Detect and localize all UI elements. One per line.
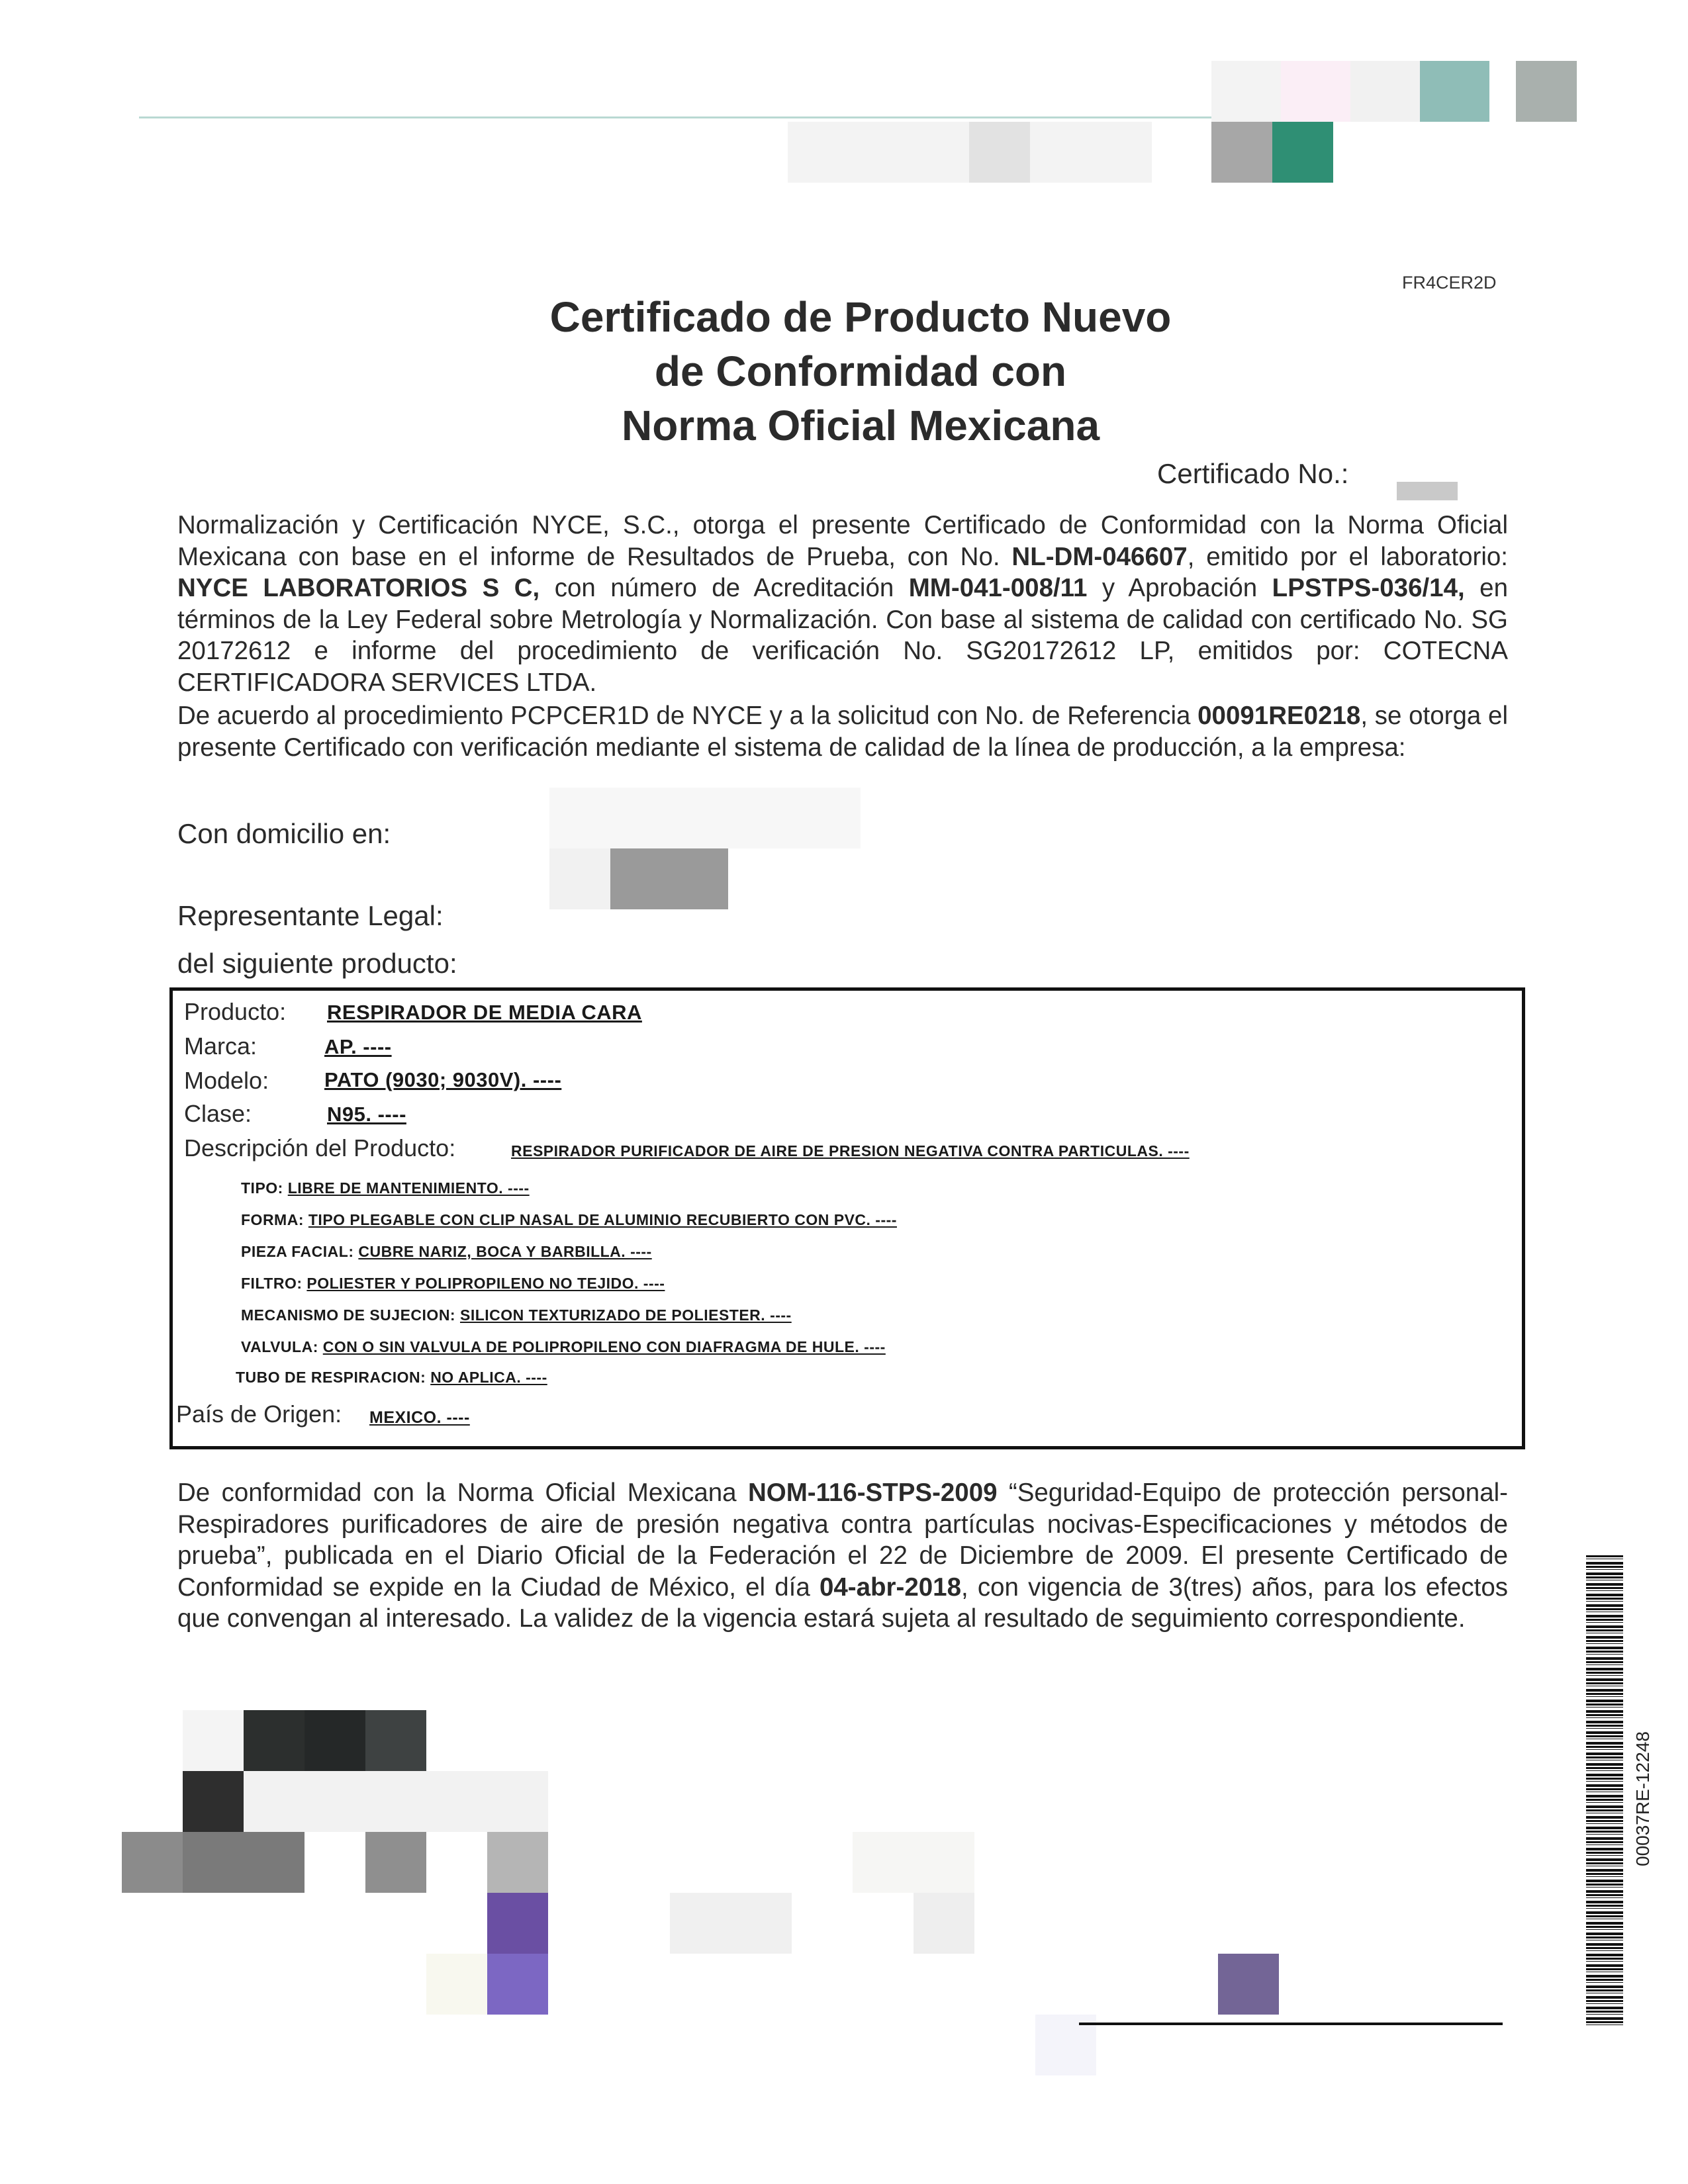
modelo-label: Modelo: [184, 1067, 269, 1094]
producto-label: Producto: [184, 998, 287, 1025]
clase-value: N95. ---- [327, 1103, 406, 1126]
redaction-block [244, 1771, 548, 1832]
clase-label: Clase: [184, 1100, 252, 1127]
spec-value: TIPO PLEGABLE CON CLIP NASAL DE ALUMINIO RECUBIERTO CON PVC. ---- [308, 1211, 897, 1228]
redaction-block [365, 1710, 426, 1771]
redaction-block [487, 1954, 548, 2015]
spec-key: TUBO DE RESPIRACION: [236, 1369, 431, 1386]
paragraph-intro [177, 510, 1508, 698]
redaction-block [1218, 1954, 1279, 2015]
spec-key: PIEZA FACIAL: [241, 1243, 359, 1260]
descripcion-label: Descripción del Producto: [184, 1134, 456, 1161]
representante-label: Representante Legal: [177, 900, 444, 931]
spec-row [241, 1275, 665, 1293]
pais-value: MEXICO. ---- [369, 1408, 470, 1427]
spec-key: MECANISMO DE SUJECION: [241, 1306, 460, 1324]
text-run: , emitido por el laboratorio: [1187, 542, 1508, 571]
spec-key: VALVULA: [241, 1338, 323, 1355]
redaction-block [122, 1832, 183, 1893]
producto-value: RESPIRADOR DE MEDIA CARA [327, 1001, 642, 1024]
spec-key: FILTRO: [241, 1275, 307, 1292]
text-run: Normalización y Certificación NYCE, S.C., otorga el presente Certificado de Conformidad con la Norma Oficial Mexicana con base en el informe de Resultados de Prueba, con No. [177, 511, 1508, 571]
redaction-block [853, 1832, 974, 1893]
spec-row [241, 1179, 530, 1197]
text-run: , se otorga el presente Certificado con verificación mediante el sistema de calidad de la línea de producción, a la empresa: [177, 702, 1508, 762]
redaction-block [1397, 482, 1458, 500]
redaction-block [1516, 61, 1577, 122]
spec-value: NO APLICA. ---- [430, 1369, 547, 1386]
page-title [397, 290, 1324, 453]
barcode [1586, 1555, 1623, 2026]
spec-row [241, 1306, 792, 1324]
paragraph-conformity [177, 1477, 1508, 1635]
spec-row [241, 1211, 897, 1229]
descripcion-value: RESPIRADOR PURIFICADOR DE AIRE DE PRESION NEGATIVA CONTRA PARTICULAS. ---- [511, 1142, 1190, 1160]
spec-value: CUBRE NARIZ, BOCA Y BARBILLA. ---- [358, 1243, 652, 1260]
norm-code: NOM-116-STPS-2009 [747, 1479, 998, 1507]
barcode-number: 00037RE-12248 [1632, 1731, 1653, 1866]
spec-key: TIPO: [241, 1179, 288, 1197]
text-run: , con vigencia de 3(tres) años, para los efectos que convengan al interesado. La validez de la vigencia estará sujeta al resultado de seguimiento correspondiente. [177, 1572, 1508, 1633]
spec-key: FORMA: [241, 1211, 308, 1228]
redaction-block [914, 1893, 974, 1954]
title-line-1: Certificado de Producto Nuevo [549, 293, 1172, 341]
spec-row [241, 1243, 652, 1261]
spec-row [241, 1338, 886, 1356]
redaction-block [610, 848, 728, 909]
redaction-block [183, 1832, 305, 1893]
marca-label: Marca: [184, 1032, 258, 1060]
document-code: FR4CER2D [1402, 273, 1497, 293]
title-line-3: Norma Oficial Mexicana [621, 402, 1100, 449]
redaction-block [670, 1893, 792, 1954]
domicilio-label: Con domicilio en: [177, 818, 391, 849]
redaction-block [487, 1893, 548, 1954]
signature-line [1079, 2023, 1503, 2025]
lab-report-number: NL-DM-046607 [1011, 542, 1188, 571]
redaction-block [487, 1832, 548, 1893]
redaction-block [549, 788, 861, 848]
marca-value: AP. ---- [324, 1035, 392, 1058]
paragraph-procedure [177, 700, 1508, 763]
certificate-number-label: Certificado No.: [1157, 458, 1349, 489]
redaction-block [1211, 61, 1489, 122]
laboratory-name: NYCE LABORATORIOS S C, [177, 574, 540, 602]
product-intro: del siguiente producto: [177, 948, 457, 979]
spec-value: POLIESTER Y POLIPROPILENO NO TEJIDO. ---- [306, 1275, 665, 1292]
pais-label: País de Origen: [176, 1400, 342, 1428]
redaction-block [365, 1832, 426, 1893]
redaction-block [1211, 122, 1272, 183]
redaction-block [183, 1771, 244, 1832]
redaction-block [305, 1710, 365, 1771]
title-line-2: de Conformidad con [654, 347, 1067, 395]
text-run: en términos de la Ley Federal sobre Metrología y Normalización. Con base al sistema de calidad con certificado No. SG 20172612 e informe del procedimiento de verificación No. SG20172612 LP, emitidos por: COTECNA CERTIFICADORA SERVICES LTDA. [177, 574, 1508, 697]
text-run: De acuerdo al procedimiento PCPCER1D de NYCE y a la solicitud con No. de Referencia [177, 702, 1198, 730]
redaction-block [426, 1954, 487, 2015]
redaction-block [183, 1710, 244, 1771]
modelo-value: PATO (9030; 9030V). ---- [324, 1068, 562, 1091]
issue-date: 04-abr-2018 [819, 1572, 961, 1602]
accreditation-number: MM-041-008/11 [908, 574, 1088, 602]
text-run: De conformidad con la Norma Oficial Mexicana [177, 1479, 748, 1507]
redaction-block [244, 1710, 305, 1771]
approval-number: LPSTPS-036/14, [1272, 574, 1465, 602]
redaction-block [1272, 122, 1333, 183]
text-run: con número de Acreditación [539, 574, 909, 602]
redaction-block [969, 122, 1030, 183]
redaction-block [549, 848, 610, 909]
spec-value: SILICON TEXTURIZADO DE POLIESTER. ---- [459, 1306, 792, 1324]
reference-number: 00091RE0218 [1197, 702, 1361, 730]
spec-value: CON O SIN VALVULA DE POLIPROPILENO CON DIAFRAGMA DE HULE. ---- [322, 1338, 886, 1355]
spec-row [236, 1369, 547, 1387]
text-run: “Seguridad-Equipo de protección personal-Respiradores purificadores de aire de presión negativa contra partículas nocivas-Especificaciones y métodos de prueba”, publicada en el Diario Oficial de la Federación el 22 de Diciembre de 2009. El presente Certificado de Conformidad se expide en la Ciudad de México, el día [177, 1479, 1509, 1602]
text-run: y Aprobación [1087, 574, 1272, 602]
spec-value: LIBRE DE MANTENIMIENTO. ---- [287, 1179, 530, 1197]
